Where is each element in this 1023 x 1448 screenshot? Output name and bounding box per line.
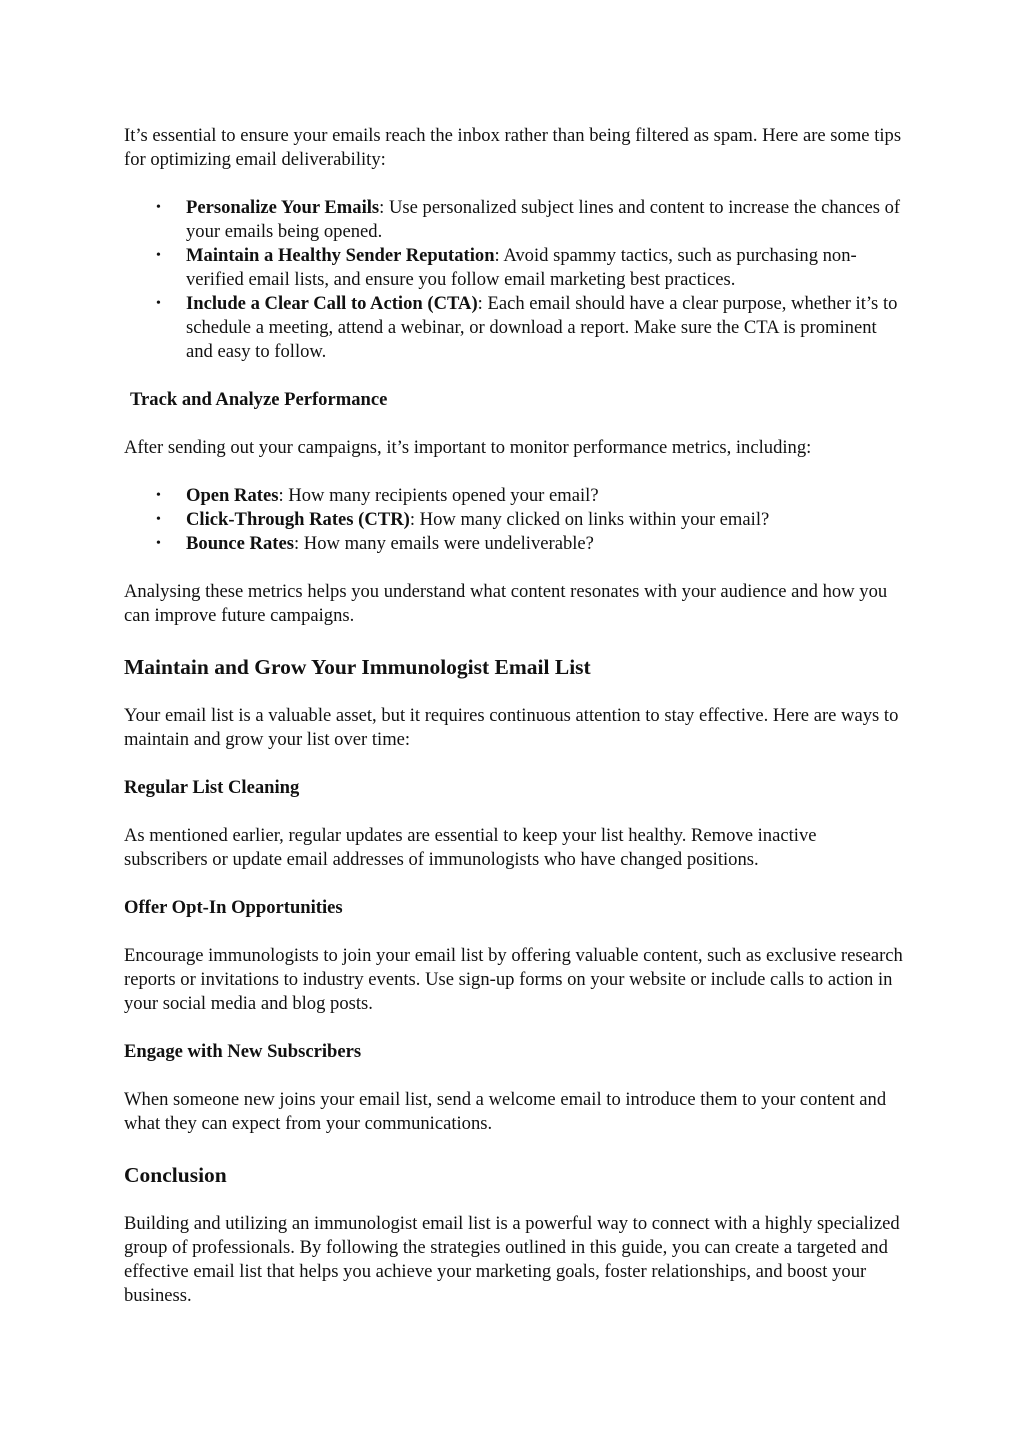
- conclusion-text: Building and utilizing an immunologist email list is a powerful way to connect with a highly specialized group of professionals. By following the strategies outlined in this guide, you can create a targeted and effective email list that helps you achieve your marketing goals, foster relationships, and boost your business.: [124, 1213, 900, 1306]
- tip-text: : Use personalized subject lines and content to increase the chances of your emails being opened.: [186, 197, 901, 242]
- cleaning-heading: Regular List Cleaning: [124, 777, 300, 798]
- cleaning-text: As mentioned earlier, regular updates are essential to keep your list healthy. Remove inactive subscribers or update email addresses of immunologists who have changed positions.: [124, 825, 817, 870]
- bullet-icon: •: [156, 200, 161, 215]
- metric-text: : How many clicked on links within your email?: [409, 509, 770, 530]
- conclusion-heading: Conclusion: [124, 1163, 227, 1187]
- maintain-heading: Maintain and Grow Your Immunologist Email List: [124, 655, 591, 679]
- metric-text: : How many recipients opened your email?: [278, 485, 599, 506]
- track-heading: Track and Analyze Performance: [130, 389, 388, 410]
- intro-paragraph: It’s essential to ensure your emails reach the inbox rather than being filtered as spam. Here are some tips for optimizing email deliverability:: [124, 125, 902, 170]
- track-outro: Analysing these metrics helps you understand what content resonates with your audience and how you can improve future campaigns.: [124, 581, 888, 626]
- metric-term: Open Rates: [186, 485, 279, 506]
- metrics-list: [124, 484, 904, 556]
- metric-term: Bounce Rates: [186, 533, 294, 554]
- bullet-icon: •: [156, 488, 161, 503]
- tip-text: : Each email should have a clear purpose, whether it’s to schedule a meeting, attend a webinar, or download a report. Make sure the CTA is prominent and easy to follow.: [186, 293, 898, 362]
- list-item: [156, 292, 904, 364]
- track-intro: After sending out your campaigns, it’s important to monitor performance metrics, including:: [124, 437, 812, 458]
- maintain-intro: Your email list is a valuable asset, but it requires continuous attention to stay effective. Here are ways to maintain and grow your list over time:: [124, 705, 899, 750]
- list-item: [156, 508, 904, 532]
- tip-term: Include a Clear Call to Action (CTA): [186, 293, 478, 314]
- list-item: [156, 244, 904, 292]
- bullet-icon: •: [156, 296, 161, 311]
- tip-text: : Avoid spammy tactics, such as purchasing non-verified email lists, and ensure you follow email marketing best practices.: [186, 245, 857, 290]
- optin-heading: Offer Opt-In Opportunities: [124, 897, 343, 918]
- engage-text: When someone new joins your email list, send a welcome email to introduce them to your content and what they can expect from your communications.: [124, 1089, 887, 1134]
- tips-list: [124, 196, 904, 364]
- optin-text: Encourage immunologists to join your email list by offering valuable content, such as exclusive research reports or invitations to industry events. Use sign-up forms on your website or include calls to action in your social media and blog posts.: [124, 945, 903, 1014]
- list-item: [156, 532, 904, 556]
- metric-term: Click-Through Rates (CTR): [186, 509, 410, 530]
- tip-term: Maintain a Healthy Sender Reputation: [186, 245, 495, 266]
- list-item: [156, 196, 904, 244]
- bullet-icon: •: [156, 536, 161, 551]
- list-item: [156, 484, 904, 508]
- metric-text: : How many emails were undeliverable?: [293, 533, 594, 554]
- tip-term: Personalize Your Emails: [186, 197, 380, 218]
- engage-heading: Engage with New Subscribers: [124, 1041, 362, 1062]
- document-page: [124, 124, 904, 1332]
- bullet-icon: •: [156, 512, 161, 527]
- bullet-icon: •: [156, 248, 161, 263]
